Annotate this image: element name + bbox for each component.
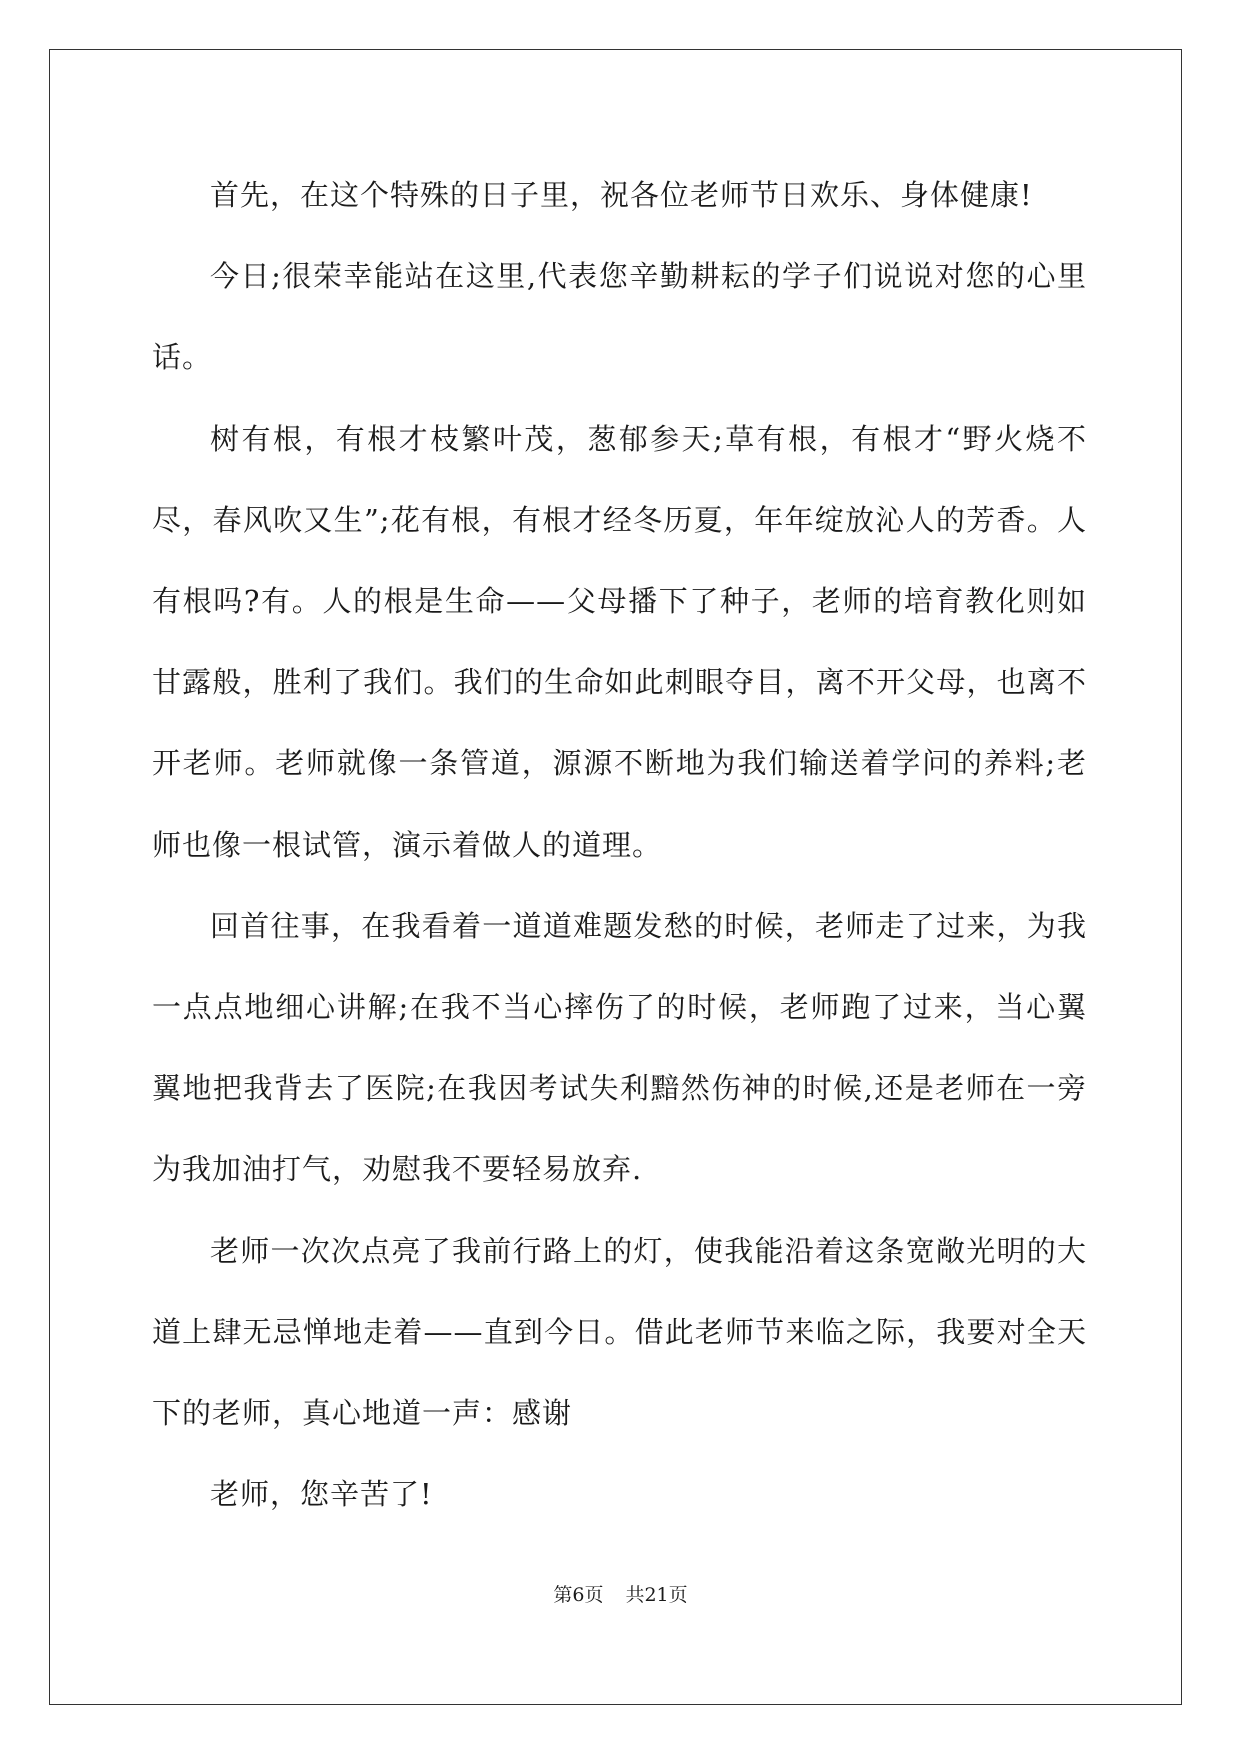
- paragraph-roots: 树有根，有根才枝繁叶茂，葱郁参天;草有根，有根才“野火烧不尽，春风吹又生”;花有根，有根才经冬历夏，年年绽放沁人的芳香。人有根吗?有。人的根是生命——父母播下了种子，老师的培育教化则如甘露般，胜利了我们。我们的生命如此刺眼夺目，离不开父母，也离不开老师。老师就像一条管道，源源不断地为我们输送着学问的养料;老师也像一根试管，演示着做人的道理。: [152, 421, 1087, 862]
- page-number: 第6页: [553, 1584, 604, 1606]
- document-body: [152, 155, 1087, 1535]
- paragraph-closing: 老师，您辛苦了!: [210, 1477, 433, 1512]
- paragraph-intro: 今日;很荣幸能站在这里,代表您辛勤耕耘的学子们说说对您的心里话。: [152, 259, 1087, 375]
- paragraph-memories: 回首往事，在我看着一道道难题发愁的时候，老师走了过来，为我一点点地细心讲解;在我不当心摔伤了的时候，老师跑了过来，当心翼翼地把我背去了医院;在我因考试失利黯然伤神的时候,还是老师在一旁为我加油打气，劝慰我不要轻易放弃.: [152, 908, 1087, 1187]
- page-footer: [0, 1580, 1241, 1607]
- paragraph-gratitude: 老师一次次点亮了我前行路上的灯，使我能沿着这条宽敞光明的大道上肆无忌惮地走着——直到今日。借此老师节来临之际，我要对全天下的老师，真心地道一声：感谢: [152, 1233, 1087, 1431]
- paragraph-greeting: 首先，在这个特殊的日子里，祝各位老师节日欢乐、身体健康!: [210, 178, 1033, 212]
- page-total: 共21页: [625, 1584, 688, 1606]
